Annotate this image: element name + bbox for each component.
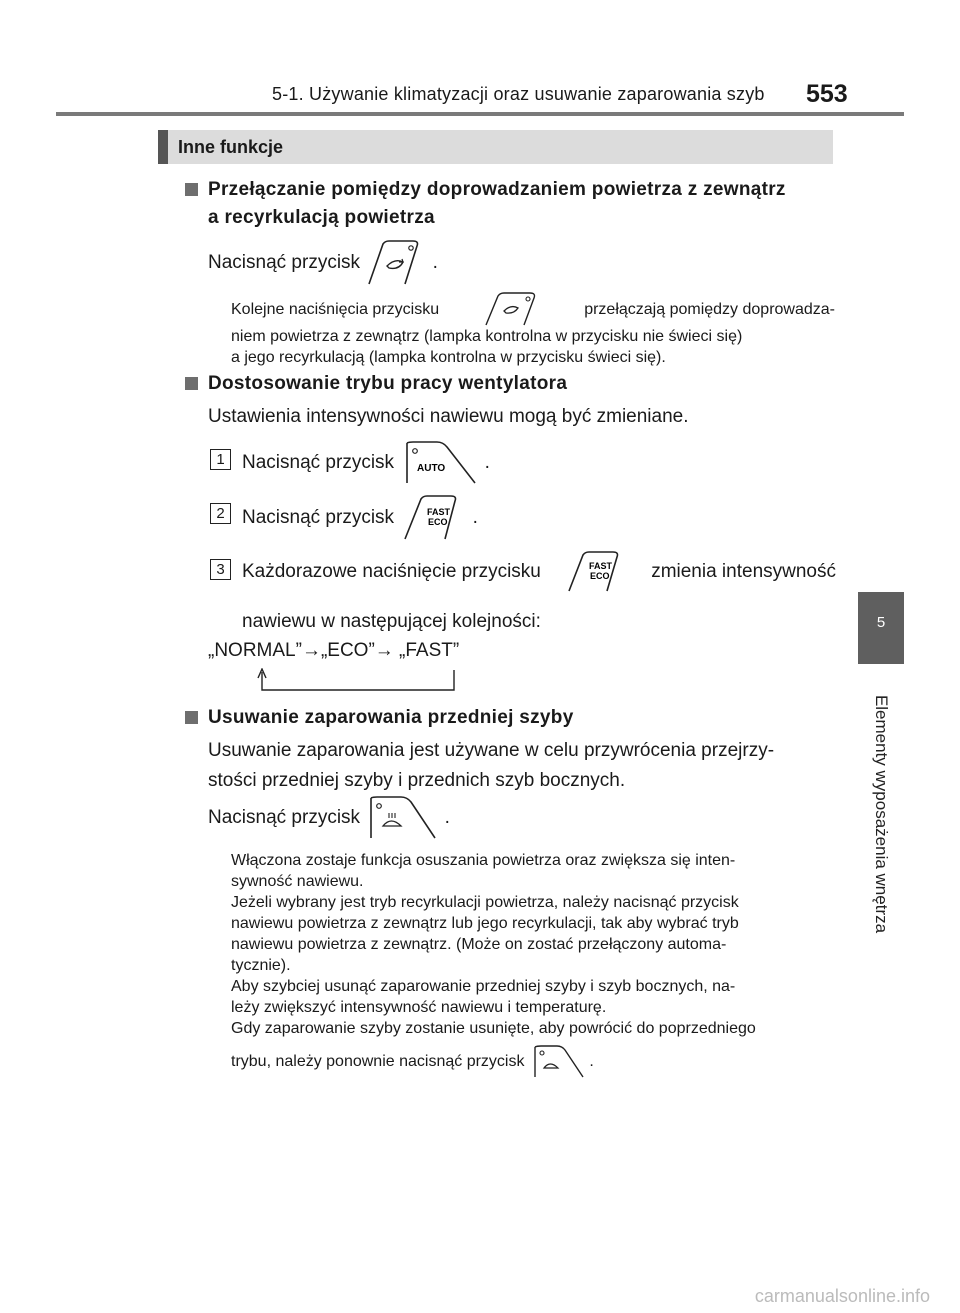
section-header [158, 130, 833, 164]
note-recirculation [231, 292, 835, 368]
instruction-text: Nacisnąć przycisk [208, 807, 361, 829]
instruction-text: Nacisnąć przycisk [208, 252, 361, 274]
note-text: trybu, należy ponownie nacisnąć przycisk [231, 1053, 525, 1071]
instruction-recirculation [208, 240, 438, 286]
step-number: 3 [210, 559, 231, 580]
subsection-defog [208, 704, 836, 732]
note-line: nawiewu powietrza z zewnątrz lub jego recyrkulacji, tak aby wybrać tryb [231, 915, 739, 932]
note-line-last [231, 1045, 835, 1079]
defroster-button-icon [529, 1045, 585, 1079]
note-text: Kolejne naciśnięcia przycisku [231, 300, 440, 318]
fan-mode-intro: Ustawienia intensywności nawiewu mogą być zmieniane. [208, 406, 689, 427]
paragraph-line: Usuwanie zaparowania jest używane w celu przywrócenia przejrzy- [208, 740, 775, 761]
step-2 [242, 495, 478, 541]
step-number: 1 [210, 449, 231, 470]
auto-button-icon [399, 441, 479, 485]
instruction-defog [208, 796, 450, 840]
page-number: 553 [806, 80, 848, 108]
defog-notes [231, 850, 835, 1079]
punctuation: . [432, 252, 438, 274]
note-line: sywność nawiewu. [231, 873, 364, 890]
chapter-tab [858, 592, 904, 664]
note-line: nawiewu powietrza z zewnątrz. (Może on zostać przełączony automa- [231, 936, 727, 953]
step-text: zmienia intensywność [651, 561, 836, 582]
note-line: tycznie). [231, 957, 291, 974]
bullet-square [185, 377, 198, 390]
note-text: niem powietrza z zewnątrz (lampka kontrolna w przycisku nie świeci się) [231, 328, 743, 345]
note-text: przełączają pomiędzy doprowadza- [584, 300, 835, 318]
step-text: Każdorazowe naciśnięcie przycisku [242, 561, 541, 582]
watermark: carmanualsonline.info [754, 1286, 930, 1306]
eco-label: ECO [428, 517, 448, 527]
fan-sequence: „NORMAL”→„ECO”→ „FAST” [208, 640, 460, 661]
note-line: Gdy zaparowanie szyby zostanie usunięte, aby powrócić do poprzedniego [231, 1020, 756, 1037]
heading-recirculation-line1: Przełączanie pomiędzy doprowadzaniem powietrza z zewnątrz [208, 179, 786, 200]
bullet-square [185, 183, 198, 196]
heading-defog: Usuwanie zaparowania przedniej szyby [208, 707, 574, 728]
paragraph-line: stości przedniej szyby i przednich szyb bocznych. [208, 770, 626, 791]
heading-fan-mode: Dostosowanie trybu pracy wentylatora [208, 373, 568, 394]
auto-label: AUTO [417, 463, 446, 474]
step-number: 2 [210, 503, 231, 524]
heading-recirculation-line2: a recyrkulacją powietrza [208, 207, 435, 228]
sequence-loop-arrow [254, 668, 464, 694]
defog-paragraph [208, 736, 836, 796]
eco-label: ECO [590, 571, 610, 581]
step-3 [242, 551, 836, 637]
header-rule [56, 112, 904, 116]
defroster-button-icon [365, 796, 439, 840]
bullet-square [185, 711, 198, 724]
note-line: Aby szybciej usunąć zaparowanie przedniej szyby i szyb bocznych, na- [231, 978, 736, 995]
section-title: Inne funkcje [178, 137, 284, 157]
fast-eco-button-icon [563, 551, 629, 593]
note-text: a jego recyrkulacją (lampka kontrolna w przycisku świeci się). [231, 349, 666, 366]
section-header-bar [158, 130, 168, 164]
fast-label: FAST [589, 561, 613, 571]
subsection-recirculation [208, 176, 836, 232]
step-1 [242, 441, 490, 485]
subsection-fan-mode [208, 370, 836, 398]
chapter-number: 5 [876, 614, 886, 631]
fast-eco-button-icon [399, 495, 467, 541]
punctuation: . [589, 1053, 594, 1071]
recirculation-button-icon [365, 240, 427, 286]
note-line: Jeżeli wybrany jest tryb recyrkulacji powietrza, należy nacisnąć przycisk [231, 894, 739, 911]
note-line: leży zwiększyć intensywność nawiewu i temperaturę. [231, 999, 607, 1016]
fast-label: FAST [427, 507, 451, 517]
punctuation: . [472, 507, 478, 529]
note-line: Włączona zostaje funkcja osuszania powietrza oraz zwiększa się inten- [231, 852, 736, 869]
step-text: Nacisnąć przycisk [242, 507, 395, 529]
chapter-title: Elementy wyposażenia wnętrza [872, 694, 891, 934]
recirculation-button-icon [482, 292, 542, 326]
punctuation: . [484, 452, 490, 474]
step-text: nawiewu w następującej kolejności: [242, 611, 541, 632]
punctuation: . [444, 807, 450, 829]
step-text: Nacisnąć przycisk [242, 452, 395, 474]
running-header-title: 5-1. Używanie klimatyzacji oraz usuwanie zaparowania szyb [272, 84, 765, 104]
